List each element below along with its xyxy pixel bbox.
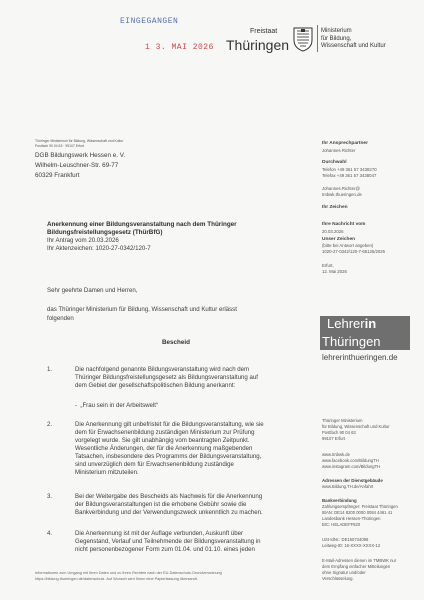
item-2-line-6: sind unverzüglich dem für Erwachsenenbildung zuständige <box>75 461 234 468</box>
logo-divider <box>317 25 318 52</box>
dial-label: Durchwahl <box>322 160 347 165</box>
rc-bank-4: BIC: HELADEFF820 <box>322 522 361 527</box>
item-1-quote <box>75 402 158 410</box>
item-3-number: 3. <box>47 493 53 500</box>
rc-bank-1: Zahlungsempfänger: Freistaat Thüringen <box>322 504 398 509</box>
rc-bank-label: Bankverbindung <box>322 498 357 503</box>
rc-social-2[interactable]: www.facebook.com/BildungTH <box>322 458 379 463</box>
sender-line-2: Postfach 90 04 63 · 99107 Erfurt <box>35 144 85 148</box>
footer-line-2[interactable]: https://bildung.thueringen.de/datenschutz. Auf Wunsch wird Ihnen eine Papierfassung übersandt. <box>35 577 198 581</box>
rc-services[interactable]: www.Bildung.TH.de/Anfahrt <box>322 484 374 489</box>
subject-line-2: Bildungsfreistellungsgesetz (ThürBfG) <box>47 229 163 236</box>
phone-number: Telefon +49 361 57 3438270 <box>322 167 377 172</box>
your-msg-date: 20.03.2026 <box>322 229 344 234</box>
rc-bank-2: IBAN: DE14 8200 0000 0084 4461 41 <box>322 510 393 515</box>
email-line-2[interactable]: tmbwk.thueringen.de <box>322 192 362 197</box>
our-ref-value: 1020-27-0342/120-7-65125/2026 <box>322 249 386 254</box>
item-2-line-3: vorgelegt wurde. Sie gilt unabhängig vom beantragten Zeitpunkt. <box>75 437 250 444</box>
item-3-line-1: Bei der Weitergabe des Bescheids als Nachweis für die Anerkennung <box>75 493 263 500</box>
event-title: „Frau sein in der Arbeitswelt“ <box>80 402 158 409</box>
item-4-line-1: Die Anerkennung ist mit der Auflage verbunden, Auskunft über <box>75 530 244 537</box>
rc-bank-3: Landesbank Hessen-Thüringen <box>322 516 381 521</box>
rc-email-note-1: E-Mail-Adressen dienen im TMBWK nur <box>322 558 397 563</box>
rc-email-note-2: dem Empfang einfacher Mitteilungen <box>322 564 391 569</box>
brand-line-1 <box>327 316 376 331</box>
brand-line-2: Thüringen <box>322 334 381 349</box>
recipient-city: 60329 Frankfurt <box>35 172 80 179</box>
logo-freistaat: Freistaat <box>250 28 278 35</box>
rc-social-3[interactable]: www.instagram.com/BildungTH <box>322 464 381 469</box>
item-1-line-2: Thüringer Bildungsfreistellungsgesetz als Bildungsveranstaltung auf <box>75 374 258 381</box>
subject-line-1: Anerkennung einer Bildungsveranstaltung nach dem Thüringer <box>47 221 237 228</box>
subject-application: Ihr Antrag vom 20.03.2026 <box>47 237 119 244</box>
rc-ministry-4: 99107 Erfurt <box>322 436 346 441</box>
item-1-line-3: dem Gebiet der gesellschaftspolitischen Bildung anerkannt: <box>75 382 236 389</box>
item-2-line-4: Wesentliche Änderungen, der für die Anerkennung maßgebenden <box>75 445 253 452</box>
recipient-name: DGB Bildungswerk Hessen e. V. <box>35 152 126 159</box>
email-line-1[interactable]: Johannes.Richter@ <box>322 186 360 191</box>
subject-file-number: Ihr Aktenzeichen: 1020-27-0342/120-7 <box>47 245 151 252</box>
item-1-number: 1. <box>47 366 53 373</box>
your-ref-label: Ihr Zeichen <box>322 205 348 210</box>
rc-email-note-4: Verschlüsselung. <box>322 576 354 581</box>
ministry-name: Ministerium für Bildung, Wissenschaft und Kultur <box>321 28 386 49</box>
rc-vat-id: USt-IdNr.: DE150734096 <box>322 537 369 542</box>
item-2-line-5: Tatsachen, insbesondere des Programms der Bildungsveranstaltung, <box>75 453 262 460</box>
letter-date: 12. Mai 2026 <box>322 269 347 274</box>
rc-email-note-3: ohne Signatur und/oder <box>322 570 366 575</box>
rc-ministry-3: Postfach 90 04 63 <box>322 430 356 435</box>
item-4-line-3: nicht personenbezogener Form zum 01.04. und 01.10. eines jeden <box>75 546 255 553</box>
item-4-line-2: Gegenstand, Verlauf und Teilnehmende der Bildungsveranstaltung in <box>75 538 261 545</box>
rc-social-1[interactable]: www.tmbwk.de <box>322 452 350 457</box>
place: Erfurt, <box>322 263 334 268</box>
sender-line-1: Thüringer Ministerium für Bildung, Wissenschaft und Kultur <box>35 139 124 143</box>
item-2-line-2: dem für Erwachsenenbildung zuständigen Ministerium zur Prüfung <box>75 429 255 436</box>
contact-name: Johannes Richter <box>322 148 356 153</box>
decision-heading: Bescheid <box>162 339 190 346</box>
our-ref-label: Unser Zeichen <box>322 237 356 242</box>
received-stamp-label: EINGEGANGEN <box>120 17 179 26</box>
logo-thueringen: Thüringen <box>226 37 290 53</box>
contact-label: Ihr Ansprechpartner <box>322 141 368 146</box>
rc-ministry-2: für Bildung, Wissenschaft und Kultur <box>322 424 390 429</box>
thueringen-crest-icon <box>293 26 313 52</box>
your-msg-label: Ihre Nachricht vom <box>322 222 366 227</box>
footer-line-1: Informationen zum Umgang mit Ihren Daten und zu Ihren Rechten nach der EU-Datenschutz-Grundverordnung <box>35 571 222 575</box>
bullet-dash: - <box>75 402 81 409</box>
brand-lehrer: Lehrer <box>327 316 365 331</box>
rc-ministry-1: Thüringer Ministerium <box>322 418 363 423</box>
item-3-line-2: der Bildungsveranstaltungen ist die erhobene Gebühr sowie die <box>75 501 247 508</box>
our-ref-note: (bitte bei Antwort angeben) <box>322 243 374 248</box>
recipient-street: Wilhelm-Leuschner-Str. 69-77 <box>35 162 119 169</box>
intro-line-2: folgenden <box>47 315 74 322</box>
item-2-line-7: Ministerium mitzuteilen. <box>75 469 139 476</box>
received-stamp-date: 1 3. MAI 2026 <box>145 43 214 52</box>
item-2-line-1: Die Anerkennung gilt unbefristet für die Bildungsveranstaltung, wie sie <box>75 421 264 428</box>
item-4-number: 4. <box>47 530 53 537</box>
fax-number: Telefax +49 361 57 3438047 <box>322 173 377 178</box>
salutation: Sehr geehrte Damen und Herren, <box>47 287 138 294</box>
item-3-line-3: Bankverbindung und der Verwendungszweck unkenntlich zu machen. <box>75 509 263 516</box>
item-1-line-1: Die nachfolgend genannte Bildungsveranstaltung wird nach dem <box>75 366 250 373</box>
intro-line-1: das Thüringer Ministerium für Bildung, Wissenschaft und Kultur erlässt <box>47 306 237 313</box>
rc-leitweg-id: Leitweg-ID: 16-XXXX-XXXX-12 <box>322 543 381 548</box>
brand-url[interactable]: lehrerinthueringen.de <box>322 353 398 362</box>
brand-in: in <box>364 316 377 331</box>
rc-services-label: Adressen der Dienstgebäude <box>322 478 383 483</box>
item-2-number: 2. <box>47 421 53 428</box>
